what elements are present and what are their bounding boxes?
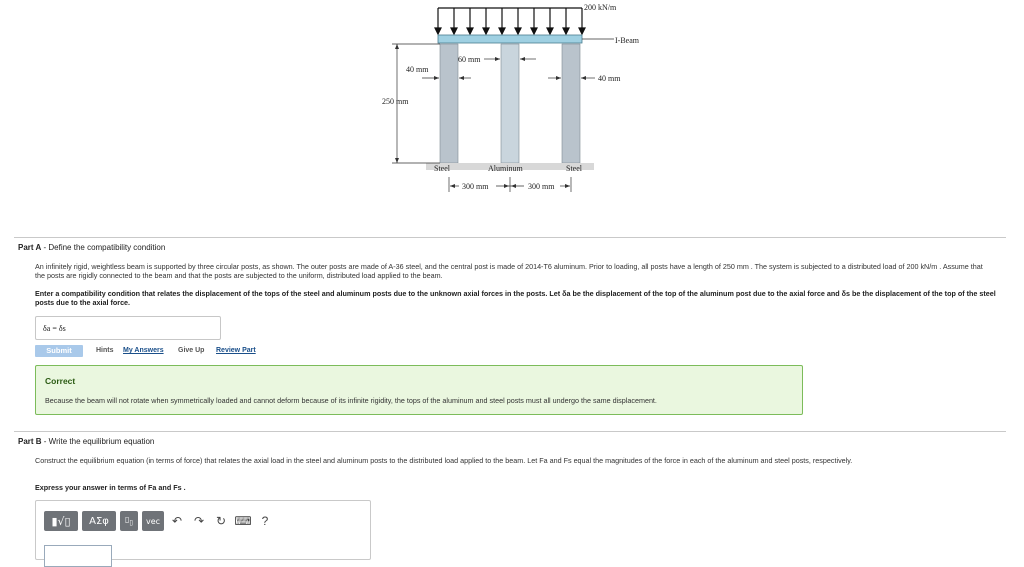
equation-editor	[35, 500, 371, 560]
load-arrowhead	[579, 28, 585, 34]
load-arrowhead	[499, 28, 505, 34]
aluminum-post	[501, 44, 519, 163]
load-label: 200 kN/m	[584, 3, 617, 12]
submit-button[interactable]: Submit	[35, 345, 83, 357]
editor-toolbar	[44, 509, 274, 533]
label-aluminum: Aluminum	[488, 164, 523, 173]
steel-post-left	[440, 44, 458, 163]
dim-300mm-right: 300 mm	[528, 182, 555, 191]
part-a-label: Part A	[18, 243, 42, 252]
dim-250mm: 250 mm	[382, 97, 409, 106]
undo-icon[interactable]: ↶	[171, 514, 183, 528]
feedback-correct	[35, 365, 803, 415]
keyboard-icon[interactable]: ⌨	[234, 514, 252, 528]
fraction-sqrt-icon: ▮√▯	[51, 514, 71, 528]
load-arrowhead	[563, 28, 569, 34]
part-a-title: - Define the compatibility condition	[41, 243, 166, 252]
i-beam-label: I-Beam	[615, 36, 639, 45]
dim-300mm-left: 300 mm	[462, 182, 489, 191]
greek-button[interactable]: ΑΣφ	[82, 511, 116, 531]
part-b-instruction: Express your answer in terms of Fa and Fs .	[35, 483, 186, 492]
feedback-title: Correct	[45, 376, 76, 386]
part-a-answer-field[interactable]: δa = δs	[35, 316, 221, 340]
part-a-header	[18, 243, 165, 252]
part-b-title: - Write the equilibrium equation	[41, 437, 155, 446]
label-steel-left: Steel	[434, 164, 450, 173]
divider	[14, 237, 1006, 238]
distributed-load-arrows	[435, 8, 585, 34]
part-b-header	[18, 437, 154, 446]
load-arrowhead	[451, 28, 457, 34]
subscript-button[interactable]	[120, 511, 138, 531]
redo-icon[interactable]: ↷	[193, 514, 205, 528]
equation-input[interactable]	[44, 545, 112, 567]
load-arrowhead	[547, 28, 553, 34]
give-up-link[interactable]: Give Up	[178, 347, 205, 354]
load-arrowhead	[435, 28, 441, 34]
load-arrowhead	[531, 28, 537, 34]
label-steel-right: Steel	[566, 164, 582, 173]
feedback-text: Because the beam will not rotate when symmetrically loaded and cannot deform because of its infinite rigidity, the tops of the aluminum and steel posts must all undergo the same displacement.	[45, 396, 657, 405]
load-arrowhead	[483, 28, 489, 34]
vec-button[interactable]: vec	[142, 511, 164, 531]
part-a-instruction: Enter a compatibility condition that relates the displacement of the tops of the steel and aluminum posts due to the unknown axial forces in the posts. Let δa be the displacement of the top of the aluminum post due to the axial force and δs be the displacement of the top of the steel posts due to the axial force.	[35, 289, 996, 307]
reset-icon[interactable]: ↻	[215, 514, 227, 528]
beam-diagram	[370, 0, 670, 200]
review-part-link[interactable]: Review Part	[216, 347, 256, 354]
templates-button[interactable]	[44, 511, 78, 531]
help-icon[interactable]: ?	[261, 514, 269, 528]
i-beam	[438, 35, 582, 43]
load-arrowhead	[467, 28, 473, 34]
dim-60mm: 60 mm	[458, 55, 481, 64]
divider	[14, 431, 1006, 432]
dim-40mm-right: 40 mm	[598, 74, 621, 83]
dim-40mm-left: 40 mm	[406, 65, 429, 74]
subscript-icon: $▯_▯$	[124, 515, 134, 527]
hints-link[interactable]: Hints	[96, 347, 114, 354]
part-b-description: Construct the equilibrium equation (in terms of force) that relates the axial load in the steel and aluminum posts to the distributed load applied to the beam. Let Fa and Fs equal the magnitudes of the force in each of the aluminum and steel posts, respectively.	[35, 456, 853, 465]
my-answers-link[interactable]: My Answers	[123, 347, 164, 354]
part-a-description: An infinitely rigid, weightless beam is supported by three circular posts, as shown. The outer posts are made of A-36 steel, and the central post is made of 2014-T6 aluminum. Prior to loading, all posts have a length of 250 mm . The system is subjected to a distributed load of 200 kN/m . Assume that the posts are rigidly connected to the beam and that the posts are subjected to the uniform, distributed load applied to the beam.	[35, 262, 983, 280]
part-b-label: Part B	[18, 437, 42, 446]
load-arrowhead	[515, 28, 521, 34]
steel-post-right	[562, 44, 580, 163]
